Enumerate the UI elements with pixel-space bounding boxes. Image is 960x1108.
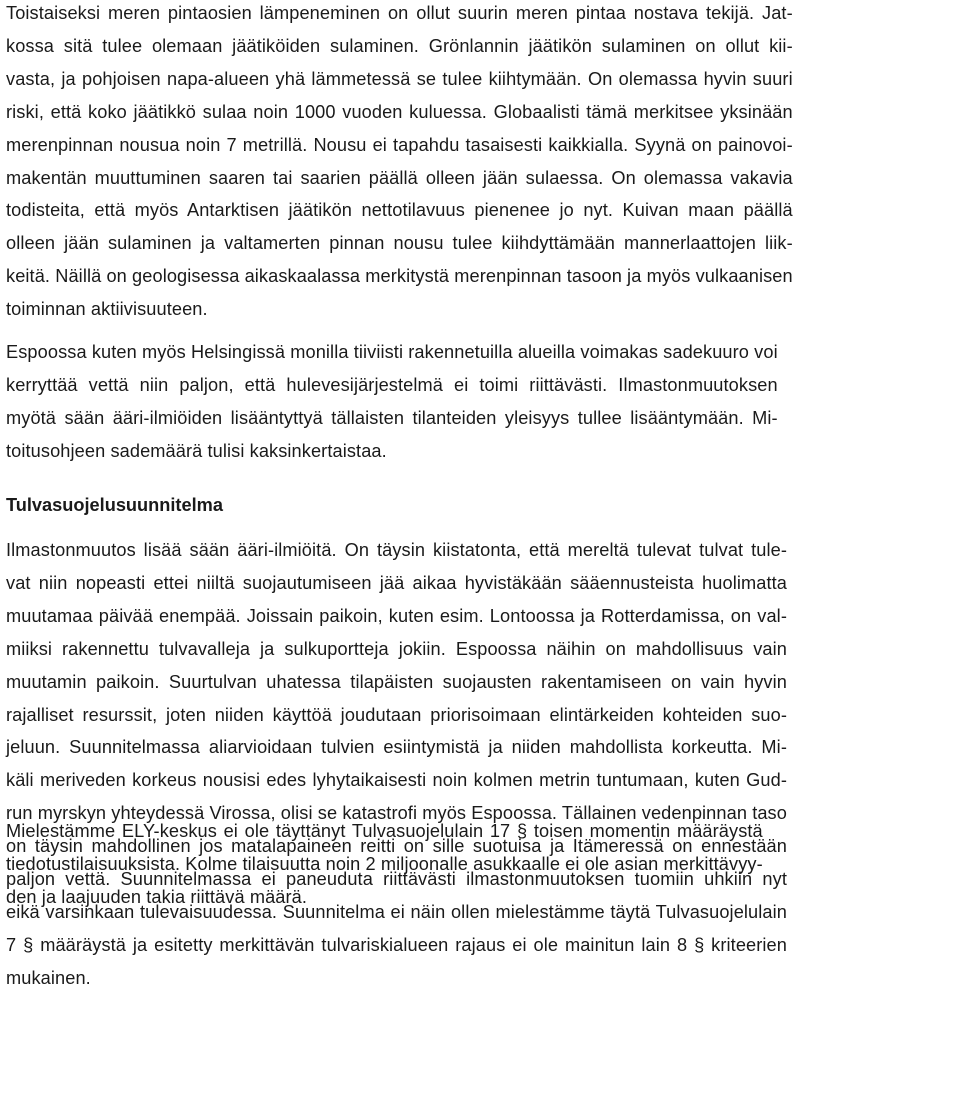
text-line: toitusohjeen sademäärä tulisi kaksinkertaistaa. xyxy=(6,440,387,461)
paragraph-ely-centre xyxy=(6,815,763,914)
text-line: Mielestämme ELY-keskus ei ole täyttänyt Tulvasuojelulain 17 § toisen momentin määräystä xyxy=(6,821,763,841)
text-line: tiedotustilaisuuksista. Kolme tilaisuutta noin 2 miljoonalle asukkaalle ei ole asian merkittävyy- xyxy=(6,853,763,874)
text-line: käli meriveden korkeus nousisi edes lyhytaikaisesti noin kolmen metrin tuntumaan, kuten Gud- xyxy=(6,770,787,791)
text-line: on täysin mahdollinen jos matalapaineen reitti on sille suotuisa ja Itämeressä on ennestään xyxy=(6,836,787,857)
text-line: mukainen. xyxy=(6,967,91,988)
text-line: keitä. Näillä on geologisessa aikaskaalassa merkitystä merenpinnan tasoon ja myös vulkaanisen xyxy=(6,266,793,287)
text-line: riski, että koko jäätikkö sulaa noin 1000 vuoden kuluessa. Globaalisti tämä merkitsee yksinään xyxy=(6,101,793,122)
text-line: paljon vettä. Suunnitelmassa ei paneuduta riittävästi ilmastonmuutoksen tuomiin uhkiin nyt xyxy=(6,869,787,890)
text-line: olleen jään sulaminen ja valtamerten pinnan nousu tulee kiihdyttämään mannerlaattojen liik- xyxy=(6,233,793,254)
text-line: miiksi rakennettu tulvavalleja ja sulkuportteja jokiin. Espoossa näihin on mahdollisuus vain xyxy=(6,638,787,659)
text-line: kerryttää vettä niin paljon, että hulevesijärjestelmä ei toimi riittävästi. Ilmastonmuutoksen xyxy=(6,374,778,395)
text-line: merenpinnan nousua noin 7 metrillä. Nousu ei tapahdu tasaisesti kaikkialla. Syynä on painovoi- xyxy=(6,134,793,155)
text-line: myötä sään ääri-ilmiöiden lisääntyttyä tällaisten tilanteiden yleisyys tullee lisääntymään. Mi- xyxy=(6,407,778,428)
text-line: vat niin nopeasti ettei niiltä suojautumiseen jää aikaa hyvistäkään sääennusteista huolimatta xyxy=(6,572,787,593)
paragraph-stormwater xyxy=(6,336,778,468)
text-line: run myrskyn yhteydessä Virossa, olisi se katastrofi myös Espoossa. Tällainen vedenpinnan taso xyxy=(6,803,787,824)
text-line: den ja laajuuden takia riittävä määrä. xyxy=(6,886,308,907)
text-line: rajalliset resurssit, joten niiden käyttöä joudutaan priorisoimaan elintärkeiden kohteiden suo- xyxy=(6,704,787,725)
text-line: toiminnan aktiivisuuteen. xyxy=(6,299,208,320)
text-line: vasta, ja pohjoisen napa-alueen yhä lämmetessä se tulee kiihtymään. On olemassa hyvin suuri xyxy=(6,68,793,89)
text-line: 7 § määräystä ja esitetty merkittävän tulvariskialueen rajaus ei ole mainitun lain 8 § kriteerien xyxy=(6,934,787,955)
text-line: eikä varsinkaan tulevaisuudessa. Suunnitelma ei näin ollen mielestämme täytä Tulvasuojelulain xyxy=(6,901,787,922)
text-line: Ilmastonmuutos lisää sään ääri-ilmiöitä. On täysin kiistatonta, että mereltä tulevat tulvat tule- xyxy=(6,540,787,560)
text-line: muutamaa päivää enempää. Joissain paikoin, kuten esim. Lontoossa ja Rotterdamissa, on val- xyxy=(6,605,787,626)
text-line: kossa sitä tulee olemaan jäätiköiden sulaminen. Grönlannin jäätikön sulaminen on ollut kii- xyxy=(6,35,793,56)
text-line: Espoossa kuten myös Helsingissä monilla tiiviisti rakennetuilla alueilla voimakas sadekuuro voi xyxy=(6,342,778,362)
text-line: makentän muuttuminen saaren tai saarien päällä olleen jään sulaessa. On olemassa vakavia xyxy=(6,167,793,188)
text-line: muutamin paikoin. Suurtulvan uhatessa tilapäisten suojausten rakentamiseen on vain hyvin xyxy=(6,671,787,692)
text-line: Toistaiseksi meren pintaosien lämpeneminen on ollut suurin meren pintaa nostava tekijä. Jat- xyxy=(6,3,793,23)
section-heading: Tulvasuojelusuunnitelma xyxy=(6,495,223,515)
paragraph-sea-level xyxy=(6,0,793,326)
text-line: todisteita, että myös Antarktisen jäätikön nettotilavuus pienenee jo nyt. Kuivan maan päällä xyxy=(6,200,793,221)
text-line: jeluun. Suunnitelmassa aliarvioidaan tulvien esiintymistä ja niiden mahdollista korkeutta. Mi- xyxy=(6,737,787,758)
paragraph-flood-plan xyxy=(6,534,787,995)
